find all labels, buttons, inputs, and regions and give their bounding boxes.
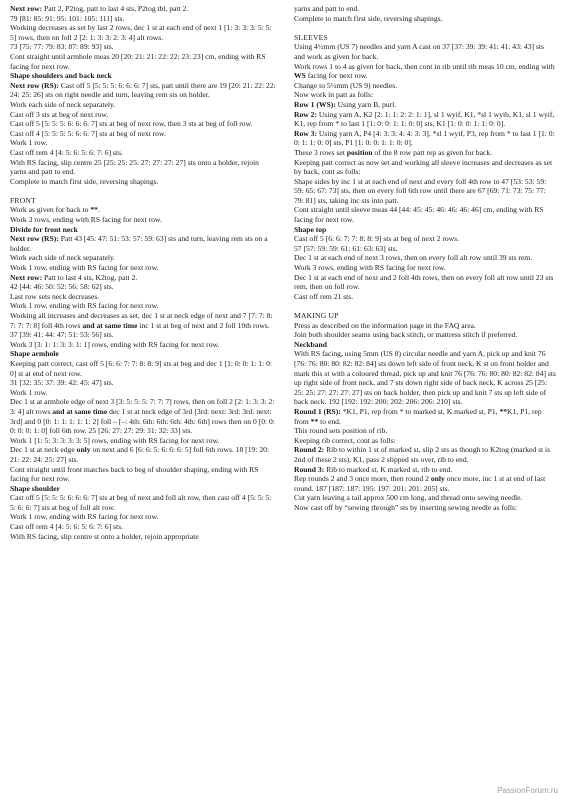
instruction-paragraph: [10, 23, 276, 42]
text-run: Dec 1 st at neck edge: [10, 445, 77, 455]
text-run: Work 1 [1: 5: 3: 3: 3: 3: 5] rows, ending with RS facing for next row.: [10, 435, 220, 445]
instruction-paragraph: [10, 129, 276, 139]
instruction-paragraph: [294, 273, 556, 292]
instruction-paragraph: [294, 205, 556, 224]
text-run: Work 3 [3: 1: 1: 3: 3: 1: 1] rows, ending with RS facing for next row.: [10, 339, 220, 349]
instruction-paragraph: [294, 62, 556, 81]
text-run: Last row sets neck decreases.: [10, 291, 100, 301]
instruction-paragraph: [10, 215, 276, 225]
instruction-paragraph: [10, 465, 276, 484]
text-run: Dec 1 st at each end of next 3 rows, then on every foll alt row until 39 sts rem.: [294, 253, 533, 263]
instruction-paragraph: [10, 4, 276, 14]
instruction-paragraph: [10, 388, 276, 398]
instruction-paragraph: [294, 503, 556, 513]
text-run: Using 4½mm (US 7) needles and yarn A cast on 37 [37: 39: 39: 41: 41: 43: 43] sts and work as given for back.: [294, 42, 544, 61]
instruction-paragraph: [10, 292, 276, 302]
instruction-paragraph: [10, 493, 276, 512]
bold-text: Round 1 (RS):: [294, 406, 341, 416]
spacer: [294, 23, 556, 33]
bold-text: Next row:: [10, 272, 43, 282]
text-run: Rib to marked st, K marked st, rib to end.: [324, 464, 453, 474]
right-column: [294, 4, 556, 800]
instruction-paragraph: [10, 436, 276, 446]
text-run: Work 1 row.: [10, 387, 48, 397]
instruction-paragraph: [10, 330, 276, 340]
text-run: Press as described on the information page in the FAQ area.: [294, 320, 476, 330]
text-run: once more, inc 1 st at end of last round. 187 [187: 187: 195: 197: 201: 201: 205] sts.: [294, 474, 546, 493]
text-run: Cast off 5 [5: 5: 5: 6: 6: 6: 7] sts at beg of next row, then 3 sts at beg of foll row.: [10, 119, 253, 129]
left-column: [10, 4, 276, 800]
instruction-paragraph: [10, 522, 276, 532]
text-run: Work rows 1 to 4 as given for back, then cont in rib until rib meas 10 cm, ending with: [294, 61, 555, 71]
text-run: Patt to last 4 sts, K2tog, patt 2.: [42, 272, 138, 282]
subsection-heading: Shape shoulder: [10, 483, 61, 493]
text-run: Complete to match first side, reversing shapings.: [294, 13, 443, 23]
text-run: K1, P1, rep from: [294, 406, 542, 426]
instruction-paragraph: [10, 263, 276, 273]
text-run: inc 1 st at beg of next and 2 foll 10th rows.: [137, 320, 270, 330]
text-run: Cast off 5 [5: 5: 5: 6: 6: 6: 7] sts at beg of next and foll alt row, then cast off 4 [5: 5: 5: 5: 6: 6: 7] sts at beg of foll alt row.: [10, 493, 272, 512]
instruction-paragraph: [294, 81, 556, 91]
subsection-heading: Shape armhole: [10, 349, 59, 359]
text-run: Complete to match first side, reversing shapings.: [10, 176, 159, 186]
instruction-paragraph: [10, 512, 276, 522]
instruction-paragraph: [294, 90, 556, 100]
text-run: Keeping rib correct, cont as folls:: [294, 435, 396, 445]
section-title: FRONT: [10, 195, 36, 205]
bold-text: **: [499, 406, 508, 416]
text-run: facing for next row.: [305, 71, 368, 81]
text-run: With RS facing, slip centre st onto a holder, rejoin appropriate: [10, 531, 199, 541]
text-run: Keeping patt correct as now set and working all sleeve increases and decreases as set by back, cont as folls:: [294, 157, 553, 177]
text-run: Now work in patt as folls:: [294, 90, 374, 100]
text-run: Using yarn A, P4 [4: 3: 3: 4: 4: 3: 3], *sl 1 wyif, P3, rep from * to last 1 [1: 0: 0: 1: 1: 0: 0] sts, P1 [1: 0: 0: 1: 1: 0: 0].: [294, 128, 555, 148]
instruction-paragraph: [294, 321, 556, 331]
instruction-paragraph: [10, 359, 276, 378]
instruction-paragraph: [294, 263, 556, 273]
spacer: [10, 186, 276, 196]
instruction-paragraph: [294, 42, 556, 61]
instruction-paragraph: [294, 493, 556, 503]
text-run: Cont straight until front matches back to beg of shoulder shaping, ending with RS facing for next row.: [10, 464, 259, 484]
text-run: Patt 2, P2tog, patt to last 4 sts, P2tog tbl, patt 2.: [42, 4, 189, 13]
instruction-paragraph: [10, 301, 276, 311]
instruction-paragraph: [294, 14, 556, 24]
instruction-paragraph: [294, 234, 556, 244]
instruction-paragraph: [294, 129, 556, 148]
text-run: Work 1 row, ending with RS facing for next row.: [10, 512, 159, 522]
text-run: Keeping patt correct, cast off 5 [6: 6: 7: 7: 8: 8: 9] sts at beg and dec 1 [1: 0: 0: 1: 1: 0: 0] st at end of next row.: [10, 358, 272, 378]
instruction-paragraph: [294, 330, 556, 340]
text-run: Work as given for back to: [10, 205, 91, 215]
text-run: Using yarn A, K2 [2: 1: 1: 2: 2: 1: 1], sl 1 wyif, K1, *sl 1 wyib, K1, sl 1 wyif, K1, rep from * to last 1 [1: 0: 0: 1: 1: 0: 0] sts, K1 [1: 0: 0: 1: 1: 0: 0].: [294, 109, 555, 129]
instruction-paragraph: [294, 436, 556, 446]
text-run: on next and 6 [6: 6: 5: 6: 6: 6: 5] foll 6th rows. 18 [19: 20: 21: 22: 24: 25: 27] sts.: [10, 445, 270, 464]
bold-text: Round 2:: [294, 445, 325, 455]
text-run: Rib to within 1 st of marked st, slip 2 sts as though to K2tog (marked st is 2nd of these 2 sts), K1, pass 2 slipped sts over, rib to end.: [294, 445, 551, 464]
instruction-paragraph: [10, 81, 276, 100]
text-run: Work each side of neck separately.: [10, 99, 116, 109]
text-run: Join both shoulder seams using back stitch, or mattress stitch if preferred.: [294, 330, 518, 340]
text-run: 57 [57: 59: 59: 61: 61: 63: 63] sts.: [294, 243, 398, 253]
text-run: Cast off rem 4 [4: 5: 6: 5: 6: 7: 6] sts.: [10, 147, 123, 157]
text-run: Work 1 row.: [10, 138, 48, 148]
instruction-paragraph: [10, 148, 276, 158]
bold-text: Row 2:: [294, 109, 317, 119]
text-run: Dec 1 st at each end of next and 2 foll 4th rows, then on every foll alt row until 23 sts rem, then on foll row.: [294, 272, 554, 292]
text-run: With RS facing, slip centre 25 [25: 25: 25: 27: 27: 27: 27] sts onto a holder, rejoin yarns and patt to end.: [10, 157, 259, 177]
instruction-paragraph: [294, 4, 556, 14]
instruction-paragraph: [294, 407, 556, 426]
watermark: PassionForum.ru: [497, 786, 558, 795]
instruction-paragraph: [10, 119, 276, 129]
instruction-paragraph: [294, 474, 556, 493]
subsection-heading: Shape top: [294, 224, 327, 234]
section-title: SLEEVES: [294, 32, 328, 42]
text-run: This round sets position of rib.: [294, 426, 388, 436]
text-run: Change to 5½mm (US 9) needles.: [294, 80, 398, 90]
instruction-paragraph: [294, 110, 556, 129]
text-run: Work 3 rows, ending with RS facing for next row.: [10, 215, 162, 225]
bold-text: **: [90, 205, 98, 215]
instruction-paragraph: [294, 148, 556, 158]
text-run: Working all increases and decreases as set, dec 1 st at neck edge of next and 7 [7: 7: 8: 7: 7: 7: 8] foll 4th rows: [10, 311, 273, 330]
instruction-paragraph: [10, 311, 276, 330]
bold-text: position: [346, 147, 373, 157]
bold-text: Round 3:: [294, 464, 325, 474]
text-run: Cast off rem 21 sts.: [294, 291, 354, 301]
instruction-paragraph: [10, 282, 276, 292]
instruction-paragraph: [10, 273, 276, 283]
instruction-paragraph: [10, 42, 276, 52]
text-run: Cut yarn leaving a tail approx 500 cm long, and thread onto sewing needle.: [294, 493, 523, 503]
bold-text: **: [310, 416, 319, 426]
instruction-paragraph: [294, 244, 556, 254]
text-run: Dec 1 st at armhole edge of next 3 [3: 5: 5: 5: 7: 7: 7] rows, then on foll 2 [2: 1: 3: 3: 2: 3: 4] alt rows: [10, 397, 275, 416]
text-run: *K1, P1, rep from * to marked st, K marked st, P1,: [340, 406, 500, 416]
bold-text: only: [430, 474, 445, 484]
instruction-paragraph: [10, 397, 276, 435]
bold-text: only: [76, 445, 91, 455]
text-run: Work 1 row, ending with RS facing for next row.: [10, 301, 159, 311]
subsection-heading: Neckband: [294, 339, 327, 349]
section-title: MAKING UP: [294, 311, 339, 320]
text-run: 31 [32: 35: 37: 39: 42: 45: 47] sts.: [10, 378, 114, 388]
text-run: Cast off 5 [5: 5: 5: 6: 6: 6: 7] sts, patt until there are 19 [20: 21: 22: 22: 24: 25: 26] sts on right needle and turn, leaving rem sts on holder.: [10, 80, 276, 100]
text-run: Cast off 5 [6: 6: 7: 7: 8: 8: 9] sts at beg of next 2 rows.: [294, 234, 460, 244]
bold-text: Next row (RS):: [10, 80, 59, 90]
text-run: Work each side of neck separately.: [10, 253, 116, 263]
text-run: Cont straight until armhole meas 20 [20: 21: 21: 22: 22: 23: 23] cm, ending with RS facing for next row.: [10, 51, 266, 71]
text-run: Cont straight until sleeve meas 44 [44: 45: 45: 46: 46: 46: 46] cm, ending with RS facing for next row.: [294, 205, 544, 225]
instruction-paragraph: [294, 177, 556, 206]
text-run: to end.: [318, 416, 341, 426]
subsection-heading: Shape shoulders and back neck: [10, 71, 112, 81]
text-run: Patt 43 [45: 47: 51: 53: 57: 59: 63] sts and turn, leaving rem sts on a holder.: [10, 234, 268, 253]
instruction-paragraph: [10, 532, 276, 542]
instruction-paragraph: [10, 340, 276, 350]
instruction-paragraph: [10, 253, 276, 263]
instruction-paragraph: [10, 138, 276, 148]
instruction-paragraph: [294, 465, 556, 475]
instruction-paragraph: [10, 205, 276, 215]
text-run: Work 3 rows, ending with RS facing for next row.: [294, 263, 446, 273]
text-run: 37 [39: 41: 44: 47: 51: 53: 56] sts.: [10, 330, 114, 340]
instruction-paragraph: [294, 253, 556, 263]
bold-text: Next row (RS):: [10, 234, 59, 244]
bold-text: WS: [294, 71, 306, 81]
text-run: of the 8 row patt rep as given for back.: [372, 147, 493, 157]
text-run: These 3 rows set: [294, 147, 347, 157]
text-run: Cast off 4 [5: 5: 5: 5: 6: 6: 7] sts at beg of next row.: [10, 128, 166, 138]
bold-text: Next row:: [10, 4, 43, 13]
instruction-paragraph: [10, 445, 276, 464]
instruction-paragraph: [294, 292, 556, 302]
text-run: Work 1 row, ending with RS facing for next row.: [10, 263, 159, 273]
bold-text: and at same time: [52, 406, 108, 416]
text-run: yarns and patt to end.: [294, 4, 360, 13]
text-run: 79 [81: 85: 91: 95: 101: 105: 111] sts.: [10, 13, 125, 23]
text-run: Rep rounds 2 and 3 once more, then round 2: [294, 474, 431, 484]
instruction-paragraph: [10, 52, 276, 71]
instruction-paragraph: [294, 100, 556, 110]
text-run: 73 [75: 77: 79: 83: 87: 89: 93] sts.: [10, 42, 114, 52]
text-run: Cast off 3 sts at beg of next row.: [10, 109, 109, 119]
instruction-paragraph: [10, 177, 276, 187]
text-run: .: [97, 205, 100, 215]
bold-text: and at same time: [82, 320, 138, 330]
instruction-paragraph: [294, 158, 556, 177]
instruction-paragraph: [10, 158, 276, 177]
instruction-paragraph: [10, 378, 276, 388]
instruction-paragraph: [10, 100, 276, 110]
instruction-paragraph: [294, 445, 556, 464]
bold-text: Row 3:: [294, 128, 317, 138]
spacer: [294, 301, 556, 311]
text-run: Working decreases as set by last 2 rows, dec 1 st at each end of next 1 [1: 3: 3: 3: 5: 5: 5] rows, then on foll 2 [2: 1: 3: 3: 2: 3: 4] alt rows.: [10, 23, 272, 42]
instruction-paragraph: [10, 234, 276, 253]
text-run: With RS facing, using 5mm (US 8) circular needle and yarn A, pick up and knit 76 [76: 76: 80: 80: 82: 82: 84] sts down left side of front neck, K st on front holder and mark this st with a coloured thread, pick up and knit 76 [76: 76: 80: 80: 82: 82: 84] sts up right side of front neck, and 7 sts down right side of back neck, K across 25 [25: 25: 25: 27: 27: 27: 27] sts on back holder, then pick up and knit 7 sts up left side of back neck. 192 [192: 192: 200: 202: 206: 206: 210] sts.: [294, 349, 556, 407]
instruction-paragraph: [294, 426, 556, 436]
text-run: 42 [44: 46: 50: 52: 56: 58: 62] sts.: [10, 282, 114, 292]
instruction-paragraph: [10, 110, 276, 120]
text-run: Using yarn B, purl.: [335, 99, 397, 109]
text-run: dec 1 st at neck edge of 3rd [3rd: next: 3rd: 3rd: next: 3rd] and 0 [0: 1: 1: 1: 1: 1: 2] foll – [–: 4th: 6th: 6th: 6th: 4th: 6th] rows then on 0 [0: 0: 0: 0: 0: 1: 0] foll 6th row. 25 [26: 27: 27: 29: 31: 32: 33] sts.: [10, 406, 275, 436]
text-run: Shape sides by inc 1 st at each end of next and every foll 4th row to 47 [53: 53: 59: 59: 65: 67: 73] sts, then on every foll 6th row until there are 67 [69: 71: 73: 75: 77: 79: 81] sts, taking inc sts into patt.: [294, 176, 547, 205]
text-run: Now cast off by “sewing through” sts by inserting sewing needle as folls:: [294, 502, 517, 512]
text-run: Cast off rem 4 [4: 5: 6: 5: 6: 7: 6] sts.: [10, 522, 123, 532]
bold-text: Row 1 (WS):: [294, 99, 336, 109]
instruction-paragraph: [294, 349, 556, 407]
instruction-paragraph: [10, 14, 276, 24]
subsection-heading: Divide for front neck: [10, 224, 78, 234]
